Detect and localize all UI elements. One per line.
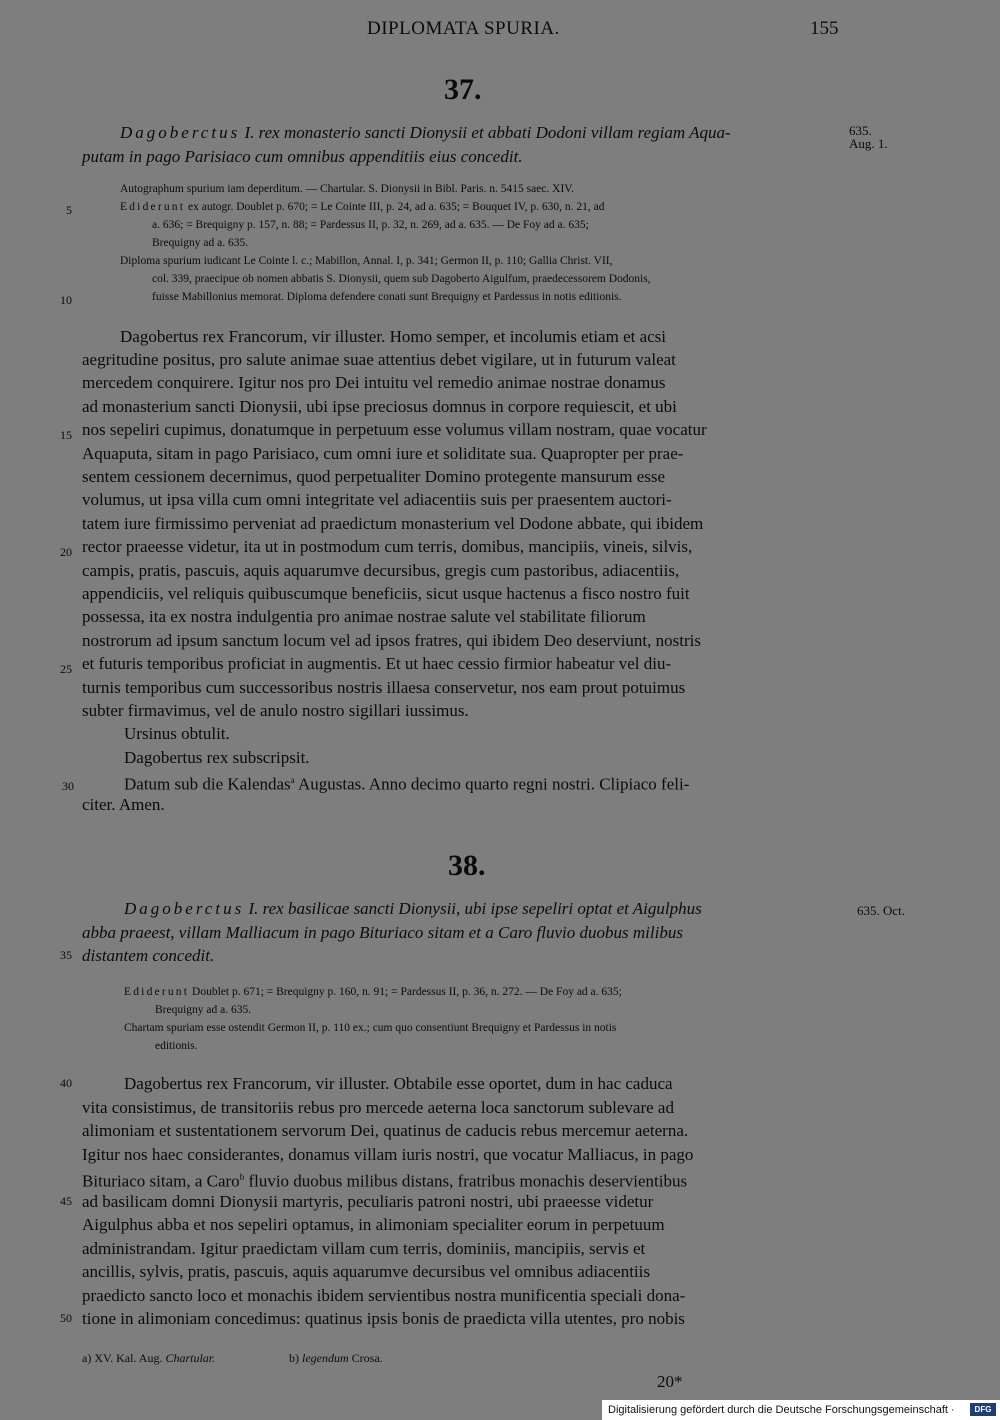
- signature-mark: 20*: [657, 1372, 683, 1391]
- text-line: citer. Amen.: [82, 795, 165, 814]
- line-number: 45: [60, 1194, 72, 1208]
- text-line: possessa, ita ex nostra indulgentia pro animae nostrae salute vel stabilitate filiorum: [82, 607, 646, 626]
- text-line: ancillis, sylvis, pratis, pascuis, aquis aquarumve decursibus vel omnibus adiacentiis: [82, 1262, 650, 1281]
- text-line: appendiciis, vel reliquis quibuscumque beneficiis, sicut usque hactenus a fisco nostro fuit: [82, 584, 690, 603]
- note-line: editionis.: [155, 1040, 198, 1052]
- running-header: DIPLOMATA SPURIA.: [367, 18, 560, 39]
- regest-line: distantem concedit.: [82, 946, 215, 965]
- regest-line: putam in pago Parisiaco cum omnibus appenditiis eius concedit.: [82, 147, 523, 166]
- text-line: campis, pratis, pascuis, aquis aquarumve decursibus, gregis cum pastoribus, adiacentiis,: [82, 561, 680, 580]
- note-line: a. 636; = Brequigny p. 157, n. 88; = Pardessus II, p. 32, n. 269, ad a. 635. — De Foy ad a. 635;: [152, 219, 589, 231]
- text-line: tatem iure firmissimo perveniat ad praedictum monasterium vel Dodone abbate, qui ibidem: [82, 514, 704, 533]
- text-line: et futuris temporibus proficiat in augmentis. Et ut haec cessio firmior habeatur vel diu-: [82, 654, 672, 673]
- regest-line: Dagoberctus I. rex monasterio sancti Dionysii et abbati Dodoni villam regiam Aqua-: [120, 123, 731, 142]
- page-number: 155: [810, 18, 839, 39]
- text-line: turnis temporibus cum successoribus nostris illaesa conservetur, nos eam prout potuimus: [82, 678, 686, 697]
- text-line: Dagobertus rex Francorum, vir illuster. Homo semper, et incolumis etiam et acsi: [120, 327, 667, 346]
- text-line: Aquaputa, sitam in pago Parisiaco, cum omni iure et soliditate sua. Quapropter per prae-: [82, 444, 684, 463]
- text-line: mercedem conquirere. Igitur nos pro Dei intuitu vel remedio animae nostrae donamus: [82, 373, 666, 392]
- text-line: nos sepeliri cupimus, donatumque in perpetuum esse volumus villam nostram, quae vocatur: [82, 420, 707, 439]
- dfg-logo: DFG: [970, 1403, 996, 1416]
- line-number: 15: [60, 428, 72, 442]
- line-number: 20: [60, 545, 72, 559]
- text-line: rector praeesse videtur, ita ut in postmodum cum terris, domibus, mancipiis, vineis, silvis,: [82, 537, 693, 556]
- regest-line: Dagoberctus I. rex basilicae sancti Dionysii, ubi ipse sepeliri optat et Aigulphus: [124, 899, 702, 918]
- text-line: Datum sub die Kalendas$^a$ Augustas. Anno decimo quarto regni nostri. Clipiaco feli-: [124, 774, 690, 794]
- note-line: Chartam spuriam esse ostendit Germon II, p. 110 ex.; cum quo consentiunt Brequigny et Pardessus in notis: [124, 1022, 617, 1034]
- document-number: 37.: [444, 73, 482, 106]
- line-number: 25: [60, 662, 72, 676]
- text-line: vita consistimus, de transitoriis rebus pro mercede aeterna loca sanctorum sublevare ad: [82, 1098, 674, 1117]
- footnote: b) legendum Crosa.: [289, 1351, 383, 1365]
- text-line: tione in alimoniam concedimus: quatinus ipsis bonis de praedicta villa utentes, pro nobis: [82, 1309, 685, 1328]
- note-line: Brequigny ad a. 635.: [152, 237, 249, 249]
- line-number: 5: [66, 203, 72, 217]
- text-line: subter firmavimus, vel de anulo nostro sigillari iussimus.: [82, 701, 469, 720]
- note-line: Brequigny ad a. 635.: [155, 1004, 252, 1016]
- date-year: 635.: [849, 123, 872, 138]
- note-line: Ediderunt Doublet p. 671; = Brequigny p. 160, n. 91; = Pardessus II, p. 36, n. 272. — De Foy ad a. 635;: [124, 986, 622, 998]
- digitization-text: Digitalisierung gefördert durch die Deutsche Forschungsgemeinschaft ·: [608, 1404, 955, 1416]
- text-line: aegritudine positus, pro salute animae suae attentius debet vigilare, ut in futurum valeat: [82, 350, 676, 369]
- line-number: 10: [60, 293, 72, 307]
- line-number: 50: [60, 1311, 72, 1325]
- text-line: Bituriaco sitam, a Caro$^b$ fluvio duobus milibus distans, fratribus monachis deservientibus: [82, 1171, 688, 1191]
- note-line: Diploma spurium iudicant Le Cointe l. c.; Mabillon, Annal. I, p. 341; Germon II, p. 110; Gallia Christ. VII,: [120, 255, 613, 267]
- text-line: ad basilicam domni Dionysii martyris, peculiaris patroni nostri, ubi praeesse videtur: [82, 1192, 654, 1211]
- text-line: Dagobertus rex Francorum, vir illuster. Obtabile esse oportet, dum in hac caduca: [124, 1074, 673, 1093]
- text-line: praedicto sancto loco et monachis ibidem servientibus nostra munificentia speciali dona-: [82, 1286, 686, 1305]
- text-line: administrandam. Igitur praedictam villam cum terris, dominiis, mancipiis, servis et: [82, 1239, 646, 1258]
- footnote: a) XV. Kal. Aug. Chartular.: [82, 1351, 216, 1365]
- line-number: 35: [60, 948, 72, 962]
- line-number: 40: [60, 1076, 72, 1090]
- note-line: fuisse Mabillonius memorat. Diploma defendere conati sunt Brequigny et Pardessus in notis editionis.: [152, 291, 622, 303]
- text-line: volumus, ut ipsa villa cum omni integritate vel adiacentiis suis per praesentem auctori-: [82, 490, 672, 509]
- line-number: 30: [62, 779, 74, 793]
- text-line: Aigulphus abba et nos sepeliri optamus, in alimoniam specialiter eorum in perpetuum: [82, 1215, 665, 1234]
- text-line: sentem cessionem decernimus, quod perpetualiter Domino protegente mansurum esse: [82, 467, 666, 486]
- note-line: Autographum spurium iam deperditum. — Chartular. S. Dionysii in Bibl. Paris. n. 5415 saec. XIV.: [120, 183, 574, 195]
- text-line: Igitur nos haec considerantes, donamus villam iuris nostri, que vocatur Malliacus, in pago: [82, 1145, 694, 1164]
- text-line: alimoniam et sustentationem servorum Dei, quatinus de caducis rebus mercemur aeterna.: [82, 1121, 689, 1140]
- digitization-bar: [602, 1400, 1000, 1420]
- regest-line: abba praeest, villam Malliacum in pago Bituriaco sitam et a Caro fluvio duobus milibus: [82, 923, 683, 942]
- text-line: nostrorum ad ipsum sanctum locum vel ad ipsos fratres, qui ibidem Deo deserviunt, nostris: [82, 631, 701, 650]
- text-line: Dagobertus rex subscripsit.: [124, 748, 310, 767]
- date: 635. Oct.: [857, 903, 906, 918]
- text-line: ad monasterium sancti Dionysii, ubi ipse preciosus domnus in corpore requiescit, et ubi: [82, 397, 677, 416]
- text-line: Ursinus obtulit.: [124, 724, 230, 743]
- document-number: 38.: [448, 849, 486, 882]
- note-line: Ediderunt ex autogr. Doublet p. 670; = Le Cointe III, p. 24, ad a. 635; = Bouquet IV, p. 630, n. 21, ad: [120, 201, 605, 213]
- date-day: Aug. 1.: [849, 136, 888, 151]
- note-line: col. 339, praecipue ob nomen abbatis S. Dionysii, quem sub Dagoberto Aigulfum, praedecessorem Dodonis,: [152, 273, 651, 285]
